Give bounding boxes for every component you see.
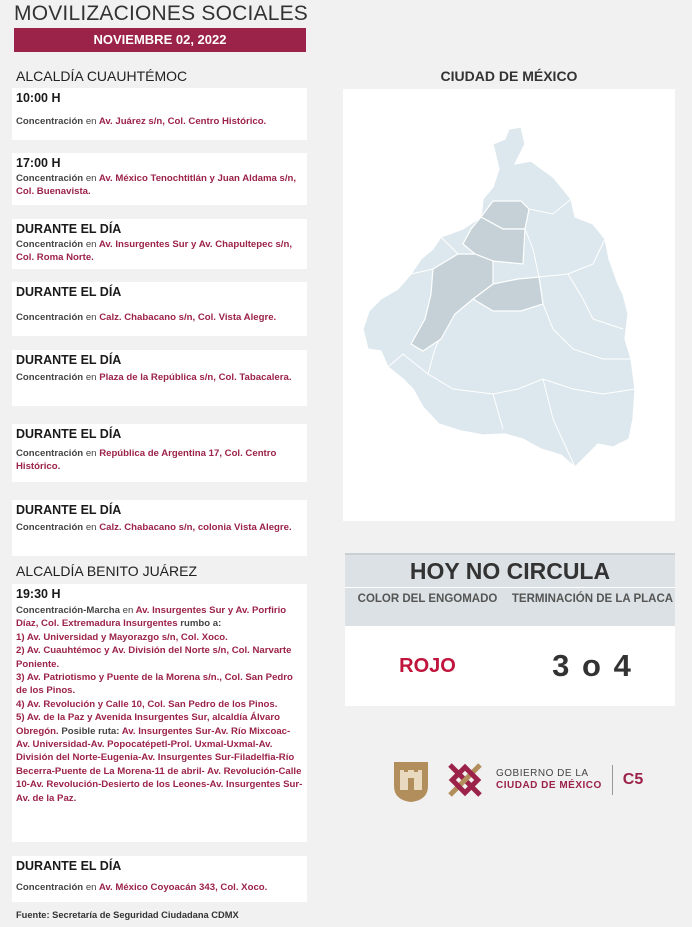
- source-note: Fuente: Secretaría de Seguridad Ciudadana CDMX: [16, 910, 239, 920]
- event-location: Calz. Chabacano s/n, Col. Vista Alegre.: [99, 312, 277, 323]
- event-card: [12, 584, 307, 842]
- page-title: MOVILIZACIONES SOCIALES: [14, 2, 309, 25]
- event-description: Concentración en Av. Juárez s/n, Col. Centro Histórico.: [16, 116, 267, 127]
- map-panel: [343, 89, 675, 521]
- date-banner: NOVIEMBRE 02, 2022: [14, 28, 306, 52]
- coat-of-arms-icon: [390, 756, 432, 804]
- event-location: Av. Juárez s/n, Col. Centro Histórico.: [98, 116, 267, 127]
- event-card: [12, 219, 307, 269]
- event-description: Concentración en República de Argentina 17, Col. Centro Histórico.: [16, 448, 277, 473]
- section-heading-benito-juarez: ALCALDÍA BENITO JUÁREZ: [16, 563, 198, 579]
- event-time: 17:00 H: [16, 156, 61, 170]
- event-time: 19:30 H: [16, 587, 61, 601]
- event-card: [12, 856, 307, 902]
- event-description: Concentración en Calz. Chabacano s/n, Col. Vista Alegre.: [16, 312, 277, 323]
- event-location: Calz. Chabacano s/n, colonia Vista Alegre.: [99, 522, 292, 533]
- event-description: Concentración-Marcha en Av. Insurgentes Sur y Av. Porfirio Díaz, Col. Extremadura Insurgentes rumbo a: 1) Av. Universidad y Mayorazgo s/n, Col. Xoco. 2) Av. Cuauhtémoc y Av. División del Norte s/n, Col. Narvarte Poniente. 3) Av. Patriotismo y Puente de la Morena s/n., Col. San Pedro de los Pinos. 4) Av. Revolución y Calle 10, Col. San Pedro de los Pinos. 5) Av. de la Paz y Avenida Insurgentes Sur, alcaldía Álvaro Obregón. Posible ruta: Av. Insurgentes Sur-Av. Río Mixcoac-Av. Universidad-Av. Popocatépetl-Prol. Uxmal-Uxmal-Av. División del Norte-Eugenia-Av. Insurgentes Sur-Filadelfia-Río Becerra-Puente de La Morena-11 de abril- Av. Revolución-Calle 10-Av. Revolución-Desierto de los Leones-Av. Insurgentes Sur-Av. de la Paz.: [16, 605, 303, 804]
- engomado-header: COLOR DEL ENGOMADO: [357, 593, 498, 605]
- event-time: DURANTE EL DÍA: [16, 222, 122, 236]
- event-time: 10:00 H: [16, 91, 61, 105]
- placa-value: 3 o 4: [552, 648, 633, 683]
- event-description: Concentración en Av. México Tenochtitlán y Juan Aldama s/n, Col. Buenavista.: [16, 173, 297, 198]
- gov-text: GOBIERNO DE LA CIUDAD DE MÉXICO: [496, 768, 602, 791]
- engomado-value: ROJO: [399, 654, 456, 677]
- event-time: DURANTE EL DÍA: [16, 285, 122, 299]
- event-card: [12, 500, 307, 556]
- hoy-no-circula-title: HOY NO CIRCULA: [345, 553, 675, 587]
- route-point: 1) Av. Universidad y Mayorazgo s/n, Col. Xoco.: [16, 631, 228, 643]
- event-location: Av. Insurgentes Sur y Av. Porfirio Díaz, Col. Extremadura Insurgentes: [16, 605, 287, 630]
- event-location: Av. México Tenochtitlán y Juan Aldama s/n, Col. Buenavista.: [16, 173, 297, 198]
- section-heading-cuauhtemoc: ALCALDÍA CUAUHTÉMOC: [16, 68, 188, 84]
- event-time: DURANTE EL DÍA: [16, 859, 122, 873]
- event-card: [12, 282, 307, 336]
- placa-header: TERMINACIÓN DE LA PLACA: [511, 593, 674, 605]
- event-description: Concentración en Av. México Coyoacán 343, Col. Xoco.: [16, 882, 268, 893]
- event-description: Concentración en Calz. Chabacano s/n, colonia Vista Alegre.: [16, 522, 292, 533]
- possible-route: Av. Insurgentes Sur-Av. Río Mixcoac-Av. Universidad-Av. Popocatépetl-Prol. Uxmal-Uxmal-Av. División del Norte-Eugenia-Av. Insurgentes Sur-Filadelfia-Río Becerra-Puente de La Morena-11 de abril- Av. Revolución-Calle 10-Av. Revolución-Desierto de los Leones-Av. Insurgentes Sur-Av. de la Paz.: [16, 725, 303, 804]
- event-card: [12, 153, 307, 205]
- event-location: República de Argentina 17, Col. Centro Histórico.: [16, 448, 277, 473]
- event-description: Concentración en Av. Insurgentes Sur y Av. Chapultepec s/n, Col. Roma Norte.: [16, 239, 292, 264]
- event-location: Av. México Coyoacán 343, Col. Xoco.: [98, 882, 268, 893]
- event-time: DURANTE EL DÍA: [16, 427, 122, 441]
- c5-logo: C5: [612, 765, 643, 795]
- event-card: [12, 350, 307, 406]
- map-title: CIUDAD DE MÉXICO: [440, 68, 578, 84]
- event-location: Plaza de la República s/n, Col. Tabacalera.: [99, 372, 292, 383]
- event-location: Av. Insurgentes Sur y Av. Chapultepec s/n, Col. Roma Norte.: [16, 239, 292, 264]
- route-point: 2) Av. Cuauhtémoc y Av. División del Norte s/n, Col. Narvarte Poniente.: [16, 645, 292, 670]
- event-time: DURANTE EL DÍA: [16, 503, 122, 517]
- cdmx-map: [343, 89, 675, 521]
- event-card: [12, 424, 307, 482]
- event-card: [12, 88, 307, 140]
- cdmx-logo-icon: [442, 757, 488, 803]
- event-time: DURANTE EL DÍA: [16, 353, 122, 367]
- footer-logos: [390, 752, 650, 808]
- hoy-no-circula-panel: [345, 553, 675, 706]
- event-description: Concentración en Plaza de la República s/n, Col. Tabacalera.: [16, 372, 292, 383]
- route-point: 5) Av. de la Paz y Avenida Insurgentes Sur, alcaldía Álvaro Obregón.: [16, 712, 280, 737]
- route-point: 3) Av. Patriotismo y Puente de la Morena s/n., Col. San Pedro de los Pinos.: [16, 672, 293, 697]
- route-point: 4) Av. Revolución y Calle 10, Col. San Pedro de los Pinos.: [16, 698, 278, 710]
